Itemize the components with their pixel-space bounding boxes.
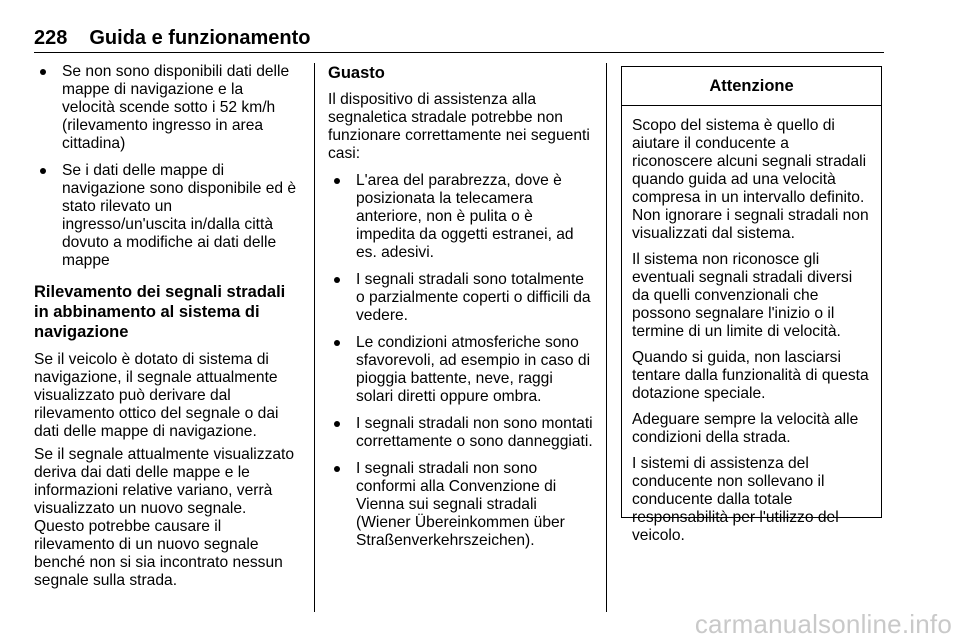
column-divider (314, 63, 315, 612)
paragraph: Il dispositivo di assistenza alla segnaletica stradale potrebbe non funzionare correttamente nei seguenti casi: (328, 91, 590, 162)
navigation-cases-list (34, 63, 300, 270)
list-item (34, 162, 300, 270)
list-item-text: Le condizioni atmosferiche sono sfavorevoli, ad esempio in caso di pioggia battente, neve, raggi solari diretti oppure ombra. (356, 334, 591, 405)
page-number: 228 (34, 27, 68, 49)
header-rule (34, 52, 884, 53)
bullet-icon (334, 466, 340, 472)
watermark: carmanualsonline.info (694, 609, 952, 639)
page-header (34, 26, 311, 50)
list-item (34, 63, 300, 153)
section-heading: Guasto (328, 64, 385, 82)
bullet-icon (334, 178, 340, 184)
list-item-text: I segnali stradali non sono conformi alla Convenzione di Vienna sui segnali stradali (Wiener Übereinkommen über Straßenverkehrszeichen). (356, 460, 565, 549)
list-item (328, 271, 594, 325)
list-item-text: I segnali stradali non sono montati correttamente o sono danneggiati. (356, 415, 593, 450)
list-item-text: I segnali stradali sono totalmente o parzialmente coperti o difficili da vedere. (356, 271, 591, 324)
attention-title: Attenzione (622, 67, 881, 106)
paragraph: Se il segnale attualmente visualizzato deriva dai dati delle mappe e le informazioni relative variano, verrà visualizzato un nuovo segnale. Questo potrebbe causare il rilevamento di un nuovo segnale benché non si sia incontrato nessun segnale sulla strada. (34, 446, 295, 589)
paragraph: Scopo del sistema è quello di aiutare il conducente a riconoscere alcuni segnali stradali quando guida ad una velocità compresa in un intervallo definito. Non ignorare i segnali stradali non visualizzati dal sistema. (632, 117, 869, 242)
section-heading: Rilevamento dei segnali stradali in abbinamento al sistema di navigazione (34, 283, 286, 341)
column-left (34, 63, 300, 595)
bullet-icon (334, 340, 340, 346)
fault-cases-list (328, 172, 594, 550)
column-middle (328, 63, 594, 559)
attention-body (622, 106, 881, 545)
list-item (328, 334, 594, 406)
list-item (328, 460, 594, 550)
attention-box (621, 66, 882, 544)
paragraph: Se il veicolo è dotato di sistema di navigazione, il segnale attualmente visualizzato può derivare dal rilevamento ottico del segnale o dai dati delle mappe di navigazione. (34, 351, 279, 440)
list-item (328, 172, 594, 262)
paragraph: I sistemi di assistenza del conducente non sollevano il conducente dalla totale responsabilità per l'utilizzo del veicolo. (632, 455, 839, 544)
paragraph: Adeguare sempre la velocità alle condizioni della strada. (632, 411, 859, 446)
bullet-icon (334, 421, 340, 427)
list-item (328, 415, 594, 451)
list-item-text: Se i dati delle mappe di navigazione sono disponibile ed è stato rilevato un ingresso/un'uscita in/dalla città dovuto a modifiche ai dati delle mappe (62, 162, 297, 269)
column-divider (606, 63, 607, 612)
section-title: Guida e funzionamento (89, 27, 311, 49)
list-item-text: Se non sono disponibili dati delle mappe di navigazione e la velocità scende sotto i 52 km/h (rilevamento ingresso in area cittadina) (62, 63, 290, 152)
bullet-icon (40, 168, 46, 174)
list-item-text: L'area del parabrezza, dove è posizionata la telecamera anteriore, non è pulita o è impedita da oggetti estranei, ad es. adesivi. (356, 172, 574, 261)
paragraph: Quando si guida, non lasciarsi tentare dalla funzionalità di questa dotazione speciale. (632, 349, 869, 402)
bullet-icon (40, 69, 46, 75)
bullet-icon (334, 277, 340, 283)
paragraph: Il sistema non riconosce gli eventuali segnali stradali diversi da quelli convenzionali che possono segnalare l'inizio o il termine di un limite di velocità. (632, 251, 853, 340)
